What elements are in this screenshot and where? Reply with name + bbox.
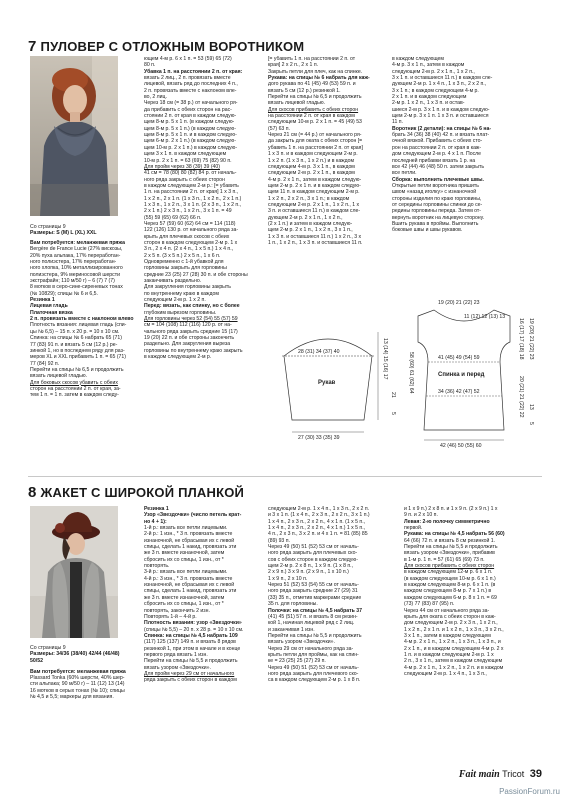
- magazine-subtitle: Tricot: [502, 769, 525, 779]
- page-footer: [459, 768, 542, 780]
- sleeve-cuff-dim: 5: [390, 412, 396, 415]
- body-length-dim: 58 (60) 61 (62) 64: [408, 352, 414, 394]
- sweater-photo: [30, 56, 118, 216]
- body-arm-dim: 19 (20) 21 (22) 23: [528, 318, 534, 360]
- section-divider: [28, 476, 542, 477]
- section-7-column-2: ющем 4-м р. 6 x 1 п. = 53 (59) 65 (72) 80 п. Убавка 1 п. на расстоянии 2 п. от края: вязать 2 лиц., 2 п. провязать вместе лицевой, вязать ряд до последних 4 п., 2 п. провязать вместе с наклоном вле- во, 2 лиц. Через 18 см (= 38 р.) от начального ря- да прибавить с обеих сторон на рас- стоянии 2 п. от края в каждом следую- щем 8-м р. 5 x 1 п. (в каждом следую- щем 8-м р. 5 x 1 п.) (в каждом следую- щем 8-м р. 5 x 1 п. и в каждом следую- щем 6-м р. 2 x 1 п.) (в каждом следую- щем 10-м р. 2 x 1 п.) в каждом следую- щем 3 x 1 п. в каждом следующем 10-м р. 2 x 1 п. = 63 (69) 75 (82) 90 п. Для пройм через 38 (39) 39 (40) 41 см = 78 (80) 80 (82) 84 р. от началь- ного ряда закрыть с обеих сторон в каждом следующем 2-м р.: [= убавить 1 п. на расстоянии 2 п. от края] 1 x 3 п., 1 x 2 п., 2 x 1 п. (1 x 3 п., 1 x 2 п., 2 x 1 п.) 1 x 3 п., 1 x 2 п., 3 x 1 п. (2 x 3 п., 1 x 2 п., 2 x 1 п.) 2 x 3 п., 1 x 2 п., 3 x 1 п. = 49 (55) 59 (65) 69 (62) 66 п. Через 57 (59) 60 (62) 64 см = 114 (118) 122 (126) 130 р. от начального ряда за- крыть для плечевых скосов с обеих сторон в каждом следующем 2-м р. 1 x 3 п., 2 x 4 п. (2 x 4 п., 1 x 5 п.) 1 x 4 п., 2 x 5 п. (3 x 5 п.) 2 x 5 п., 1 x 6 п. Одновременно с 1-й убавкой для горловины закрыть для горловины средние 23 (25) 27 (28) 30 п. и обе стороны заканчивать раздельно. Для закругления горловины закрыть по внутреннему краю в каждом следующем 2-м р. 1 x 2 п. Перед: вязать, как спинку, но с более глубоким вырезом горловины. Для горловины через 52 (54) 55 (57) 59 см = 104 (108) 112 (116) 120 р. от на- чального ряда закрыть средние 15 (17) 19 (20) 22 п. и обе стороны закончить раздельно. Для закругления выреза горловины по внутреннему краю закрыть в каждом следующем 2-м р.: [144, 56, 248, 361]
- body-rib-dim: 5: [528, 422, 534, 425]
- section-7-title: 7 ПУЛОВЕР С ОТЛОЖНЫМ ВОРОТНИКОМ: [28, 38, 305, 55]
- body-label: Спинка и перед: [438, 372, 485, 378]
- sleeve-side-dim: 13 (14) 15 (16) 17: [382, 338, 388, 380]
- section-8-column-3: и 1 x 9 п.) 2 x 8 п. и 1 x 9 п. (2 x 9 п.) 1 x 9 п. и 2 x 10 п. Левая: 2-ю полочку симметрично первой. Рукава: на спицы № 4,5 набрать 56 (60) 64 (66) 72 п. и вязать 8 см резинкой 1. Перейти на спицы № 5,5 и продолжить вязать узором «Звездочки», прибавив в 1-м р. 1 п. = 57 (61) 65 (69) 73 п. Для скосов прибавить с обеих сторон в каждом следующем 12-м р. 6 x 1 п. (в каждом следующем 10-м р. 6 x 1 п.) в каждом следующем 8-м р. 6 x 1 п. (в каждом следующем 8-м р. 7 x 1 п.) в каждом следующем 6-м р. 8 x 1 п. = 69 (73) 77 (83) 87 (95) п. Через 44 см от начального ряда за- крыть для оката с обеих сторон в каж- дом следующем 2-м р. 2 x 3 п., 1 x 2 п., 1 x 2 п., 2 x 1 п. и 1 x 2 п., 1 x 3 п., 3 x 2 п., 3 x 1 п., затем в каждом следующем 4-м р. 2 x 1 п., 1 x 2 п., 1 x 3 п., 1 x 3 п., и 2 x 1 п., и в каждом следующем 4-м р. 2 x 1 п. и в каждом следующем 2-м р. 1 x 2 п., 3 x 1 п., затем в каждом следующем 4-м р. 2 x 1 п., 1 x 2 п., 1 x 2 п. и в каждом следующем 2-м р. 1 x 4 п., 1 x 3 п.,: [404, 506, 505, 677]
- body-bottom-dim: 42 (46) 50 (55) 60: [440, 443, 482, 448]
- body-hip-dim: 13: [528, 404, 534, 410]
- section-7-column-3: [= убавить 1 п. на расстоянии 2 п. от края] 2 x 2 п., 2 x 1 п. Закрыть петли для плеч, как на спинке. Рукава: на спицы № 6 набрать для каж- дого рукава по 41 (45) 49 (53) 59 п. и вязать 5 см (12 р.) резинкой 1. Перейти на спицы № 6,5 и продолжить вязать лицевой гладью. Для скосов прибавить с обеих сторон на расстоянии 2 п. от края в каждом следующем 10-м р. 2 x 1 п. = 45 (49) 53 (57) 63 п. Через 21 см (= 44 р.) от начального ря- да закрыть для оката с обеих сторон [= убавить 1 п. на расстоянии 2 п. от края] 1 x 3 п. и в каждом следующем 2-м р. 1 x 2 п. (1 x 3 п., 1 x 2 п.) и в каждом следующем 4-м р. 3 x 1 п., в каждом следующем 2-м р. 2 x 1 п., в каждом 4-м р. 2 x 1 п., затем в каждом следую- щем 2-м р. 2 x 1 п. и в каждом следую- щем 11 п. в каждом следующем 2-м р. 1 x 2 п., 2 x 2 п., 3 x 1 п.; в каждом следующем 2-м р. 2 x 1 п., 1 x 2 п., 1 x 3 п. и оставшиеся 11 п.) в каждом сле- дующем 2-м р. 2 x 1 п., 1 x 2 п., (2 x 1 п.) и затем в каждом следую- щем 2-м р. 2 x 1 п., 1 x 2 п., 3 x 1 п., 1 x 3 п. и оставшиеся 11 п.) 1 x 2 п., 3 x 1 п., 1 x 2 п., 1 x 3 п. и оставшиеся 11 п.: [268, 56, 370, 246]
- sleeve-top-dim: 28 (31) 34 (37) 40: [298, 349, 340, 355]
- body-waist-dim: 34 (36) 42 (47) 52: [438, 389, 480, 395]
- section-8-caption: Со страницы 9 Размеры: 34/36 (38/40) 42/44 (46/48) 50/52 Вам потребуется: меланжевая пряжа Plassard Tonka (60% шерсти, 40% шер- сти альпака; 90 м/50 г) – 11 (12) 13 (14) 16 мотков в серых тонах (№ 10); спицы № 4,5 и 5,5; маркеры для вязания.: [30, 645, 126, 701]
- watermark: PassionForum.ru: [499, 787, 560, 796]
- section-7-caption: Со страницы 9 Размеры: S (M) L (XL) XXL: [30, 224, 97, 237]
- body-side-dim: 20 (21) 21 (22) 22: [518, 376, 524, 418]
- body-chest-dim: 41 (45) 49 (54) 59: [438, 355, 480, 361]
- section-8-column-2: следующем 2-м р. 1 x 4 п., 1 x 3 п., 2 x 2 п. и 3 x 1 п. (1 x 4 п., 2 x 3 п., 2 x 2 п., 3 x 1 п.) 1 x 4 п., 2 x 3 п., 2 x 2 п., 4 x 1 п. (1 x 5 п., 1 x 4 п., 2 x 3 п., 2 x 2 п., 4 x 1 п.) 1 x 5 п., 4 п., 2 x 3 п., 3 x 2 п. и 4 x 1 п. = 81 (85) 85 (89) 93 п. Через 49 (50) 51 (52) 53 см от началь- ного ряда закрыть для плечевых ско- сов с обеих сторон в каждом следую- щем 2-м р. 2 x 8 п., 1 x 9 п. (1 x 8 п., 2 x 9 п.) 3 x 9 п. (2 x 9 п., 1 x 10 п.) 1 x 9 п., 2 x 10 п. Через 51 (52) 53 (54) 55 см от началь- ного ряда закрыть средние 27 (29) 31 (33) 35 п., отметив маркерами средние 35 п. для горловины. Полочки: на спицы № 4,5 набрать 37 (41) 45 (51) 57 п. и вязать 8 см резин- кой 1, начиная лицевой ряд с 2 лиц. и заканчивая 1 изн. Перейти на спицы № 5,5 и продолжить вязать узором «Звездочки». Через 29 см от начального ряда за- крыть петли для проймы, как на спин- ке = 23 (25) 25 (27) 29 п. Через 49 (50) 51 (52) 53 см от началь- ного ряда закрыть для плечевого ско- са в каждом следующем 2-м р. 1 x 8 п.: [268, 506, 370, 684]
- body-schematic: [408, 300, 534, 448]
- pattern-schematics: [268, 292, 544, 448]
- body-neck-dim: 19 (20) 21 (22) 23: [438, 300, 480, 306]
- body-shoulder-dim: 11 (12) 12 (13) 13: [464, 314, 506, 320]
- page-number: 39: [529, 768, 542, 780]
- section-7-column-1: Вам потребуется: меланжевая пряжа Bergère de France Lucie (27% вискозы, 20% пуха альпака, 17% переработан- ного полиэстера, 17% переработан- ного хлопка, 10% металлизированного полиэстера, 9% мериносовой шерсти экстрафайн; 110 м/50 г) – 6 (7) 7 (7) 8 мотков в серо-сине-сиреневых тонах (№ 10829); спицы № 6 и 6,5. Резинка 1 Лицевая гладь Платочная вязка 2 п. провязать вместе с наклоном влево Плотность вязания: лицевая гладь (спи- цы № 6,5) – 15 п. x 20 р. = 10 x 10 см. Спинка: на спицы № 6 набрать 65 (71) 77 (83) 91 п. и вязать 5 см (12 р.) ре- зинкой 1, но в последнем ряду для раз- меров XL и XXL прибавить 1 п. = 65 (71) 77 (84) 92 п. Перейти на спицы № 6,5 и продолжить вязать лицевой гладью. Для боковых скосов убавить с обеих сторон на расстоянии 2 п. от края, за- тем 1 п. = 1 п. затем в каждом следу-: [30, 240, 134, 399]
- body-armhole-dim: 16 (17) 17 (18) 18: [518, 318, 524, 360]
- section-7-column-4: в каждом следующем 4-м р. 3 x 1 п., затем в каждом следующем 2-м р. 2 x 1 п., 1 x 2 п., 3 x 1 п. и оставшиеся 11 п.) в каждом сле- дующем 2-м р. 1 x 4 п., 1 x 3 п., 2 x 2 п., 3 x 1 п.; в каждом следующем 4-м р. 2 x 1 п. и в каждом следующем 2-м р. 1 x 2 п., 1 x 3 п. и остав- шиеся 2-м р. 3 x 1 п. и в каждом следую- щем 2-м р. 3 x 1 п. 1 x 3 п. и оставшиеся 11 п. Воротник (2 детали): на спицы № 6 на- брать 34 (36) 38 (40) 42 п. и вязать плат- очной вязкой. Прибавить с обеих сто- рон на расстоянии 2 п. от края в каж- дом следующем 2-м р. 4 x 1 п. После последней прибавки вязать 1 р. на все 42 (44) 46 (48) 50 п. затем закрыть все петли. Сборка: выполнить плечевые швы. Открытые петли воротника пришить швом «назад иголку» с изнаночной стороны изделия по краю горловины, от середины горловины спинки до се- редины горловины переда. Затем от- вернуть воротник на лицевую сторону. Вшить рукава в проймы. Выполнить боковые швы и швы рукавов.: [392, 56, 493, 234]
- section-8-column-1: Резинка 1 Узор «Звездочки» (число петель крат- но 4 + 1): 1-й р.: вязать все петли лицевыми. 2-й р.: 1 изн., * 3 п. провязать вместе изнаночной, не сбрасывая их с левой спицы, сделать 1 накид, провязать эти же 3 п. вместе изнаночной, затем сбросить их со спицы, 1 изн., от * повторять. 3-й р.: вязать все петли лицевыми. 4-й р.: 3 изн., * 3 п. провязать вместе изнаночной, не сбрасывая их с левой спицы, сделать 1 накид, провязать эти же 3 п. вместе изнаночной, затем сбросить их со спицы, 1 изн., от * повторять, закончить 2 изн. Повторять 1-й – 4-й р. Плотность вязания: узор «Звездочки» (спицы № 5,5) – 20 п. x 28 р. = 10 x 10 см. Спинка: на спицы № 4,5 набрать 109 (117) 125 (137) 149 п. и вязать 8 рядов резинкой 1, при этом в начале и в конце первого ряда вязать 1 изн. Перейти на спицы № 5,5 и продолжить вязать узором «Звездочки». Для пройм через 29 см от начального ряда закрыть с обеих сторон в каждом: [144, 506, 244, 684]
- sleeve-schematic: [282, 332, 396, 441]
- sleeve-bottom-dim: 27 (30) 33 (35) 39: [298, 435, 340, 441]
- sleeve-length-dim: 21: [390, 392, 396, 398]
- section-8-title: 8 ЖАКЕТ С ШИРОКОЙ ПЛАНКОЙ: [28, 484, 245, 501]
- jacket-photo: [30, 506, 118, 638]
- magazine-logo: Fait main: [458, 769, 500, 780]
- sleeve-label: Рукав: [318, 380, 336, 386]
